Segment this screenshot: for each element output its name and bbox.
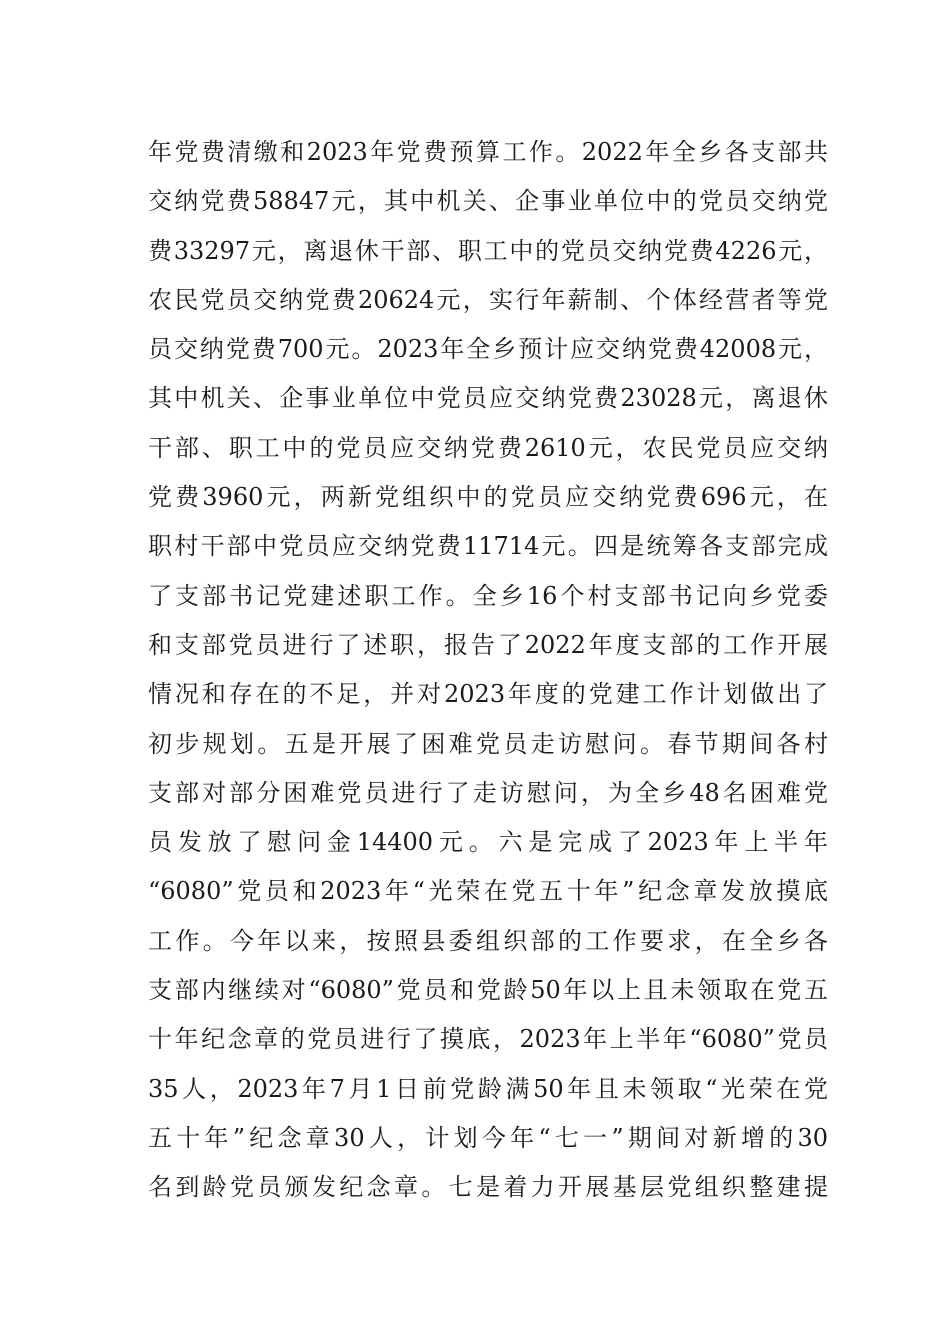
text-line: 干部、职工中的党员应交纳党费2610元，农民党员应交纳 <box>148 433 828 462</box>
text-line: 党费3960元，两新党组织中的党员应交纳党费696元，在 <box>148 483 828 512</box>
text-line: 员交纳党费700元。2023年全乡预计应交纳党费42008元， <box>148 335 828 364</box>
text-line: 五十年”纪念章30人，计划今年“七一”期间对新增的30 <box>148 1123 828 1152</box>
text-line: 情况和存在的不足，并对2023年度的党建工作计划做出了 <box>148 680 828 709</box>
text-line: “6080”党员和2023年“光荣在党五十年”纪念章发放摸底 <box>148 877 828 906</box>
text-line: 支部内继续对“6080”党员和党龄50年以上且未领取在党五 <box>148 976 828 1005</box>
text-line: 和支部党员进行了述职，报告了2022年度支部的工作开展 <box>148 630 828 659</box>
text-line: 名到龄党员颁发纪念章。七是着力开展基层党组织整建提 <box>148 1173 828 1202</box>
text-line: 职村干部中党员应交纳党费11714元。四是统筹各支部完成 <box>148 532 828 561</box>
text-line: 工作。今年以来，按照县委组织部的工作要求，在全乡各 <box>148 926 828 955</box>
text-line: 其中机关、企事业单位中党员应交纳党费23028元，离退休 <box>148 384 828 413</box>
body-paragraph <box>148 128 828 1213</box>
text-line: 费33297元，离退休干部、职工中的党员交纳党费4226元， <box>148 236 828 265</box>
text-line: 十年纪念章的党员进行了摸底，2023年上半年“6080”党员 <box>148 1025 828 1054</box>
text-line: 支部对部分困难党员进行了走访慰问，为全乡48名困难党 <box>148 778 828 807</box>
text-line: 年党费清缴和2023年党费预算工作。2022年全乡各支部共 <box>148 138 828 166</box>
text-line: 初步规划。五是开展了困难党员走访慰问。春节期间各村 <box>148 729 828 758</box>
text-line: 交纳党费58847元，其中机关、企事业单位中的党员交纳党 <box>148 187 828 216</box>
text-line: 35人，2023年7月1日前党龄满50年且未领取“光荣在党 <box>148 1074 828 1103</box>
text-line: 农民党员交纳党费20624元，实行年薪制、个体经营者等党 <box>148 285 828 314</box>
text-line: 了支部书记党建述职工作。全乡16个村支部书记向乡党委 <box>148 581 828 610</box>
text-line: 员发放了慰问金14400元。六是完成了2023年上半年 <box>148 828 828 857</box>
